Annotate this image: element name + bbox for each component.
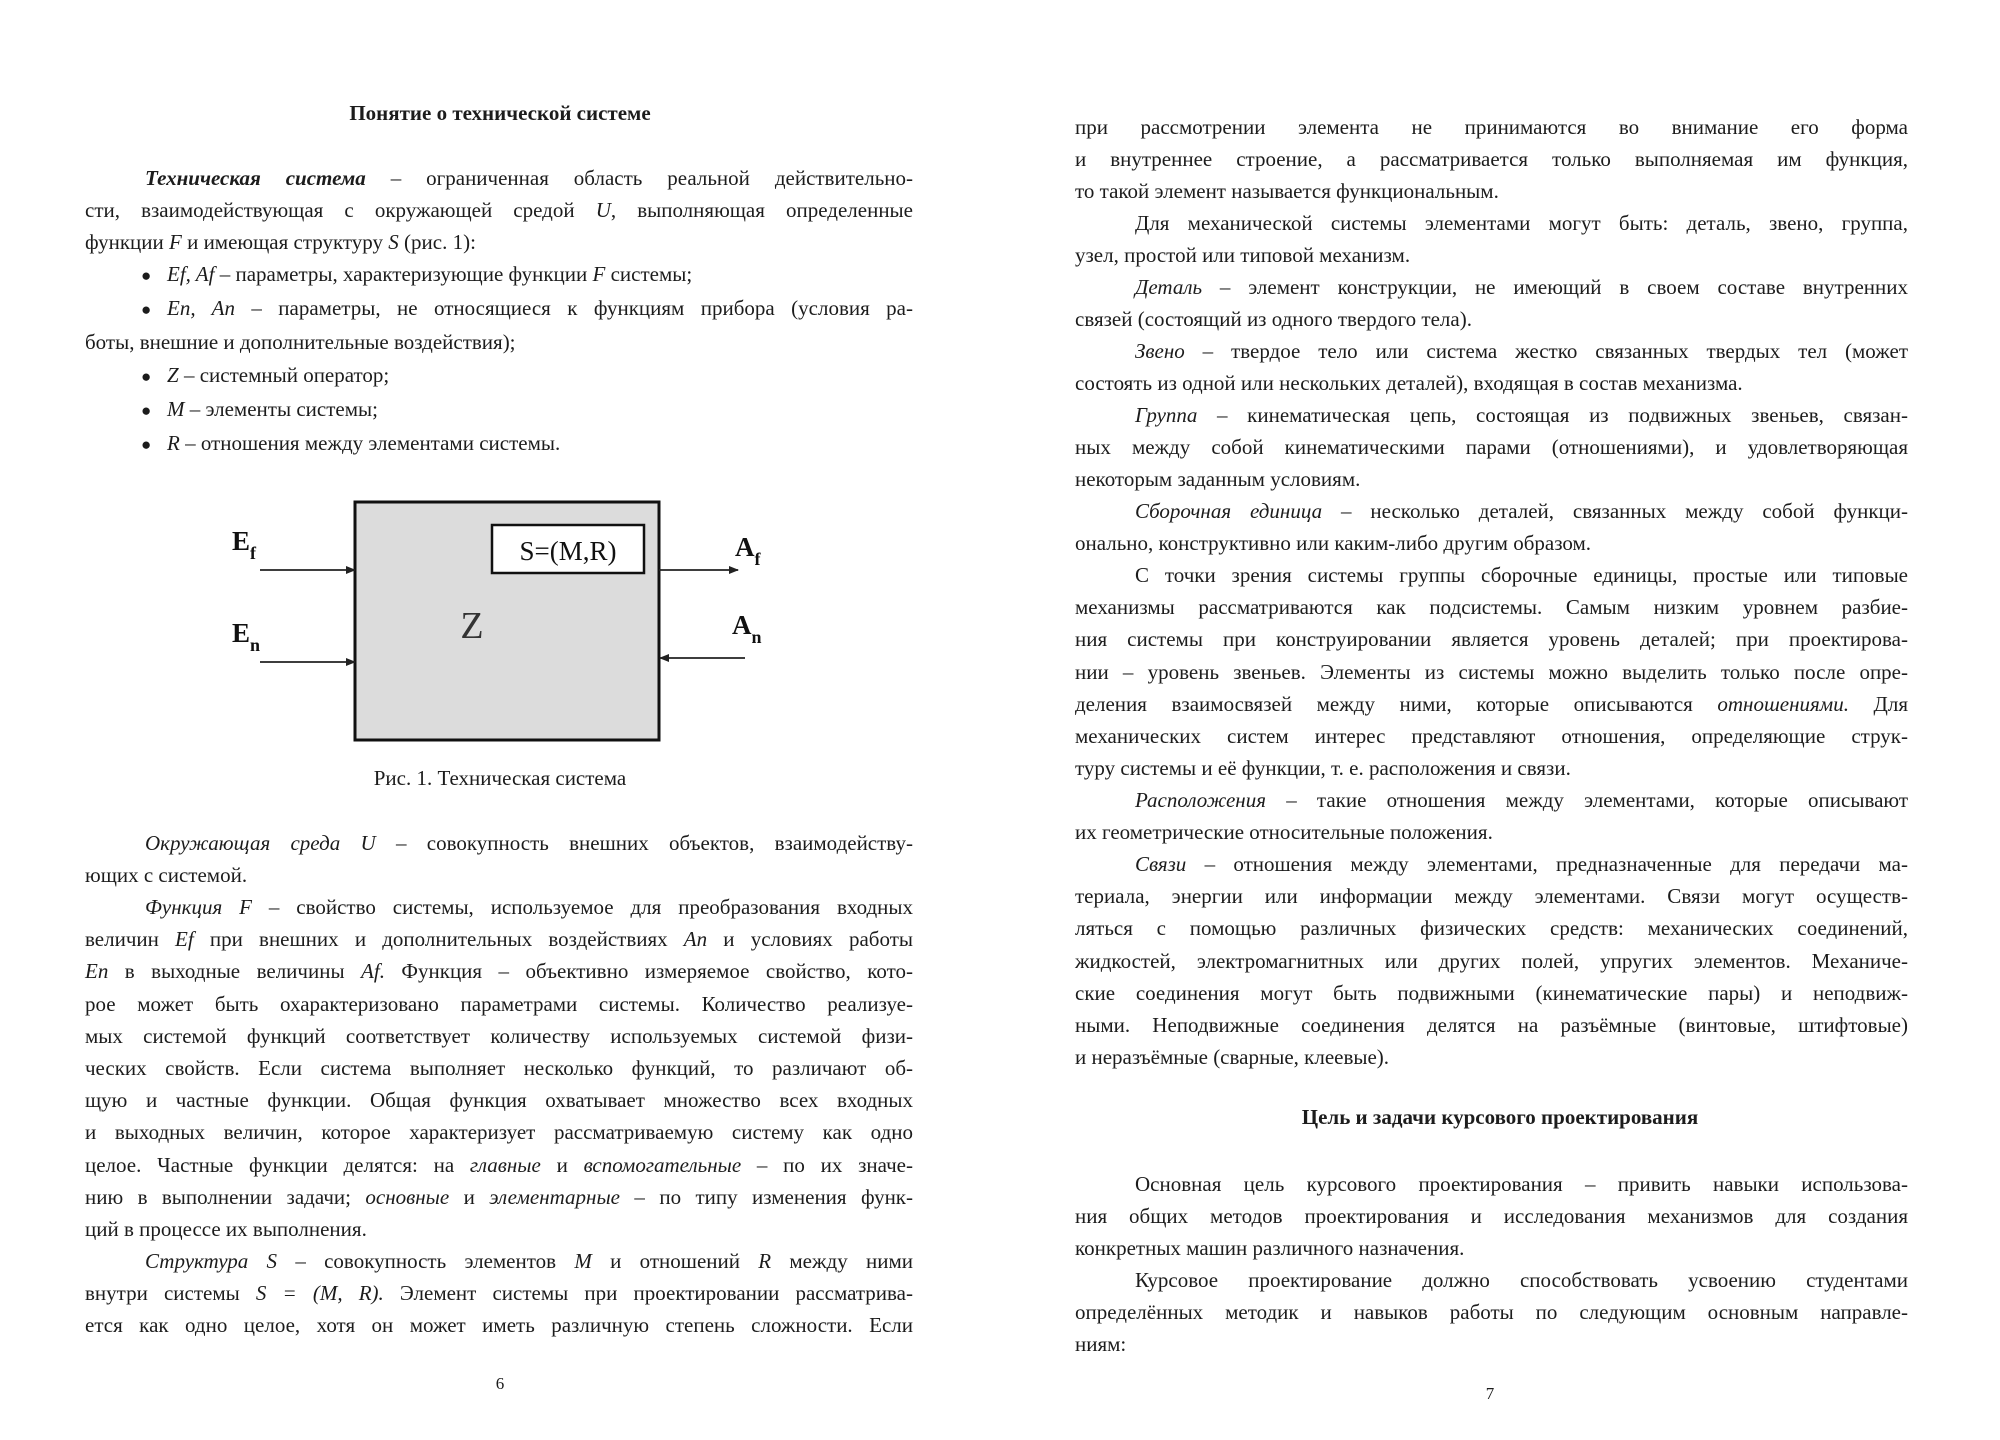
definition-detail: Деталь – элемент конструкции, не имеющий в своем составе внутренних связей (состоящий из одного твердого тела).: [1075, 275, 1908, 332]
section-heading: Понятие о технической системе: [349, 101, 651, 125]
term-location: Расположения: [1135, 788, 1266, 812]
paragraph-mechanical-elements: Для механической системы элементами могут быть: деталь, звено, группа, узел, простой или типовой механизм.: [1075, 211, 1908, 268]
list-item: ● En, An – параметры, не относящиеся к функциям прибора (условия ра-: [85, 292, 913, 326]
output-af-label: $A_f$: [735, 532, 761, 569]
term-technical-system: Техническая система: [145, 166, 366, 190]
page-number: 6: [495, 1374, 505, 1393]
bullet-icon: ●: [141, 366, 152, 386]
paragraph-goal: Основная цель курсового проектирования – привить навыки использова- ния общих методов проектирования и исследования механизмов для создания конкретных машин различного назначения.: [1075, 1172, 1908, 1261]
definition-connections: Связи – отношения между элементами, предназначенные для передачи ма- териала, энергии или информации между элементами. Связи могут осуществ- ляться с помощью различных физических средств: механических соединений, жидкостей, электромагнитных или других полей, упругих элементов. Механиче- ские соединения могут быть подвижными (кинематические пары) и неподвиж- ными. Неподвижные соединения делятся на разъёмные (винтовые, штифтовые) и неразъёмные (сварные, клеевые).: [1075, 852, 1908, 1070]
bullet-icon: ●: [141, 400, 152, 420]
operator-label: S=(M,R): [519, 536, 617, 566]
section-heading-course: Цель и задачи курсового проектирования: [1301, 1105, 1699, 1129]
list-item: ● R – отношения между элементами системы.: [85, 427, 913, 461]
output-an-label: $A_n$: [732, 610, 762, 647]
technical-system-diagram: [210, 490, 810, 745]
term-assembly: Сборочная единица: [1135, 499, 1323, 523]
bullet-icon: ●: [141, 266, 152, 285]
definition-location: Расположения – такие отношения между элементами, которые описывают их геометрические относительные положения.: [1075, 788, 1908, 845]
list-item: ● Ef, Af – параметры, характеризующие функции F системы;: [85, 258, 913, 292]
definition-assembly: Сборочная единица – несколько деталей, связанных между собой функци- онально, конструктивно или каким-либо другим образом.: [1075, 499, 1908, 556]
term-environment: Окружающая среда U: [145, 831, 376, 855]
figure-caption: Рис. 1. Техническая система: [373, 766, 627, 790]
environment-paragraph: Окружающая среда U – совокупность внешних объектов, взаимодейству- ющих с системой.: [85, 831, 913, 888]
term-function: Функция F: [145, 895, 252, 919]
list-item: ● M – элементы системы;: [85, 393, 913, 427]
list-item: ● Z – системный оператор;: [85, 359, 913, 393]
term-detail: Деталь: [1135, 275, 1203, 299]
term-group: Группа: [1135, 403, 1198, 427]
z-operator-label: Z: [460, 605, 484, 647]
paragraph-subsystems: С точки зрения системы группы сборочные единицы, простые или типовые механизмы рассматриваются как подсистемы. Самым низким уровнем разбие- ния системы при конструировании является уровень деталей; при проектирова- нии – уровень звеньев. Элементы из системы можно выделить только после опре- деления взаимосвязей между ними, которые описываются отношениями. Для механических систем интерес представляют отношения, определяющие струк- туру системы и её функции, т. е. расположения и связи.: [1075, 563, 1909, 781]
bullet-icon: ●: [141, 300, 152, 320]
function-paragraph: Функция F – свойство системы, используемое для преобразования входных величин Ef при внешних и дополнительных воздействиях An и условиях работы En в выходные величины Af. Функция – объективно измеряемое свойство, кото- рое может быть охарактеризовано параметрами системы. Количество реализуе- мых системой функций соответствует количеству используемых системой физи- ческих свойств. Если система выполняет несколько функций, то различают об- щую и частные функции. Общая функция охватывает множество всех входных и выходных величин, которое характеризует рассматриваемую систему как одно целое. Частные функции делятся: на главные и вспомогательные – по их значе- нию в выполнении задачи; основные и элементарные – по типу изменения функ- ций в процессе их выполнения.: [85, 895, 913, 1242]
structure-paragraph: Структура S – совокупность элементов M и отношений R между ними внутри системы S = (M, R). Элемент системы при проектировании рассматрива- ется как одно целое, хотя он может иметь различную степень сложности. Если: [85, 1249, 913, 1338]
term-structure: Структура S: [145, 1249, 278, 1273]
input-ef-label: $E_f$: [232, 526, 257, 563]
intro-paragraph: Техническая система – ограниченная область реальной действительно- сти, взаимодействующая с окружающей средой U, выполняющая определенные функции F и имеющая структуру S (рис. 1):: [85, 166, 914, 255]
right-page: [1000, 0, 2000, 1440]
term-connections: Связи: [1135, 852, 1187, 876]
definition-group: Группа – кинематическая цепь, состоящая из подвижных звеньев, связан- ных между собой кинематическими парами (отношениями), и удовлетворяющая некоторым заданным условиям.: [1075, 403, 1908, 492]
bullet-icon: ●: [141, 435, 152, 455]
page-number: 7: [1485, 1384, 1495, 1403]
definition-link: Звено – твердое тело или система жестко связанных твердых тел (может состоять из одной или нескольких деталей), входящая в состав механизма.: [1075, 339, 1908, 396]
input-en-label: $E_n$: [232, 618, 261, 655]
parameter-list: ● Ef, Af – параметры, характеризующие функции F системы; ● En, An – параметры, не относящиеся к функциям прибора (условия ра- боты, внешние и дополнительные воздействия); ● Z – системный оператор; ● M – элементы системы; ● R – отношения между элементами системы.: [85, 258, 913, 461]
paragraph-functional-element: при рассмотрении элемента не принимаются во внимание его форма и внутреннее строение, а рассматривается только выполняемая им функция, то такой элемент называется функциональным.: [1075, 115, 1908, 204]
term-link: Звено: [1135, 339, 1185, 363]
paragraph-course: Курсовое проектирование должно способствовать усвоению студентами определённых методик и навыков работы по следующим основным направле- ниям:: [1075, 1268, 1908, 1357]
